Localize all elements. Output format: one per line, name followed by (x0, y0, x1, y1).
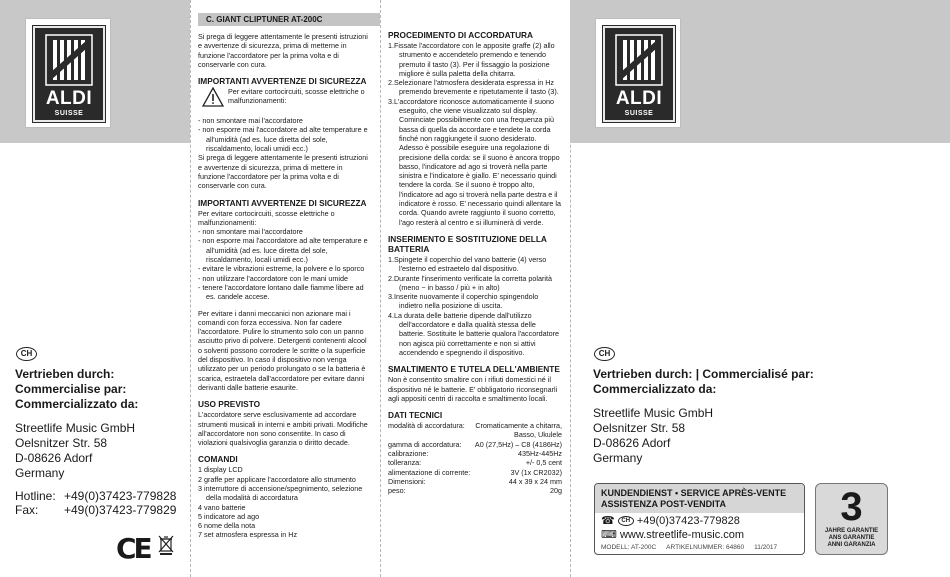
paragraph: L'accordatore serve esclusivamente ad accordare strumenti musicali in interni e ambiti privati. Modifiche all'accordatore non sono consentite. In caso di violazioni qualsivoglia garanzia o diritto decade. (198, 410, 368, 448)
paragraph: 2 graffe per applicare l'accordatore allo strumento (198, 474, 356, 484)
warranty-line: ANS GARANTIE (828, 535, 875, 541)
spacer (198, 191, 370, 198)
weee-bin-icon (158, 535, 174, 555)
spec-value: 3V (1x CR2032) (510, 467, 562, 477)
service-phone-row (601, 515, 740, 528)
warranty-years: 3 (840, 485, 863, 529)
warranty-badge (815, 483, 888, 555)
service-web: www.streetlife-music.com (619, 529, 745, 541)
paragraph: Per evitare i danni meccanici non azionare mai i comandi con forza eccessiva. Non far cadere l'accordatore. Pulire lo strumento solo con un panno asciutto privo di polvere. Detergenti contenenti alcool o solventi possono corrodere le scritte o la superficie del dispositivo. In caso il dispositivo non venga utilizzato per un periodo prolungato o se la batteria è scarica, estraetela dall'accordatore per evitare danni derivanti dalle batterie esaurite. (198, 308, 367, 392)
warranty-line: ANNI GARANZIA (827, 542, 876, 548)
manual-column-2 (388, 30, 562, 495)
spacer (198, 302, 370, 309)
paragraph: - non smontare mai l'accordatore (198, 227, 303, 237)
spec-key: gamma di accordatura: (388, 439, 462, 449)
paragraph: Si prega di leggere attentamente le presenti istruzioni e avvertenze di sicurezza, prima di metterne in funzione l'accordatore per la prima volta e di conservarle con cura. (198, 32, 368, 69)
ch-badge: CH (16, 347, 37, 361)
model-number: MODELL: AT-200C (601, 544, 657, 551)
section-heading: PROCEDIMENTO DI ACCORDATURA (388, 30, 534, 40)
service-phone: +49(0)37423-779828 (636, 515, 740, 527)
spec-row (388, 486, 562, 495)
ce-mark: CE (116, 532, 150, 565)
address-line: Oelsnitzer Str. 58 (15, 436, 108, 450)
paragraph: 4 vano batterie (198, 502, 246, 512)
logo-aldi-text: ALDI (45, 88, 93, 109)
paragraph: 3.Inserite nuovamente il coperchio spingendolo indietro nella posizione di uscita. (388, 292, 539, 311)
spec-key: peso: (388, 486, 406, 496)
paragraph: 2.Selezionare l'atmosfera desiderata espressa in Hz premendo brevemente e ripetutamente il tasto (3). (388, 78, 559, 97)
service-footer (601, 544, 800, 551)
service-title-line: KUNDENDIENST • SERVICE APRÈS-VENTE (601, 488, 787, 498)
manual-panel-1 (190, 0, 380, 577)
section-heading: SMALTIMENTO E TUTELA DELL'AMBIENTE (388, 364, 560, 375)
distributor-line: Commercialise par: (15, 382, 127, 396)
paragraph: - non utilizzare l'accordatore con le mani umide (198, 273, 348, 283)
hotline-value: +49(0)37423-779828 (64, 489, 177, 503)
article-number: ARTIKELNUMMER: 64860 (666, 544, 745, 551)
spec-value: 20g (550, 486, 562, 496)
section-heading: DATI TECNICI (388, 410, 443, 421)
section-heading: INSERIMENTO E SOSTITUZIONE DELLA BATTERIA (388, 233, 547, 254)
address-line: D-08626 Adorf (15, 451, 93, 465)
fax-value: +49(0)37423-779829 (64, 503, 177, 517)
spec-value: Cromaticamente a chitarra, (475, 421, 562, 431)
distributor-line: Commercializzato da: (15, 397, 139, 411)
address-line: Germany (593, 451, 643, 465)
paragraph: 4.La durata delle batterie dipende dall'utilizzo dell'accordatore e dalla qualità stessa delle batterie. Sostituite le batterie qualora l'accordatore non agisca più correttamente e non si attivi accendendo e spegnendo il dispositivo. (388, 310, 559, 357)
spec-value: A0 (27,5Hz) – C8 (4186Hz) (474, 439, 562, 449)
logo-suisse-text: SUISSE (54, 110, 84, 117)
spec-key: Dimensioni: (388, 476, 426, 486)
address-block (593, 406, 713, 466)
hotline-label: Hotline: (15, 489, 56, 503)
paragraph: 6 nome della nota (198, 521, 256, 531)
spec-key: calibrazione: (388, 448, 429, 458)
paragraph: Non è consentito smaltire con i rifiuti domestici né il dispositivo né le batterie. E' obbligatorio riconsegnarli agli appositi centri di raccolta e smaltimento locali. (388, 375, 558, 403)
address-line: Streetlife Music GmbH (15, 421, 136, 435)
aldi-logo (595, 18, 681, 128)
aldi-logo (25, 18, 111, 128)
spec-row (388, 477, 562, 486)
paragraph: 7 set atmosfera espressa in Hz (198, 530, 298, 540)
paragraph: - evitare le vibrazioni estreme, la polvere e lo sporco (198, 264, 365, 274)
spec-key: modalità di accordatura: (388, 421, 465, 431)
section-heading: COMANDI (198, 454, 238, 465)
section-heading: IMPORTANTI AVVERTENZE DI SICUREZZA (198, 197, 367, 208)
service-box (594, 483, 805, 555)
spacer (198, 69, 370, 76)
spec-row (388, 430, 562, 439)
paragraph: Per evitare cortocircuiti, scosse elettriche o malfunzionamenti: (198, 208, 335, 227)
spacer (198, 109, 370, 116)
fax-row (15, 503, 176, 517)
spec-row (388, 468, 562, 477)
spec-row (388, 440, 562, 449)
paragraph: Si prega di leggere attentamente le presenti istruzioni e avvertenze di sicurezza, prima di mettere in funzione l'accordatore per la prima volta e di conservarle con cura. (198, 153, 368, 191)
service-title-line: ASSISTENZA POST-VENDITA (601, 499, 727, 509)
distributor-line: Vertrieben durch: (15, 367, 115, 381)
paragraph: 1.Spingete il coperchio del vano batterie (4) verso l'esterno ed estraetelo dal dispositivo. (388, 254, 547, 274)
aldi-emblem-icon (615, 34, 663, 86)
address-line: D-08626 Adorf (593, 436, 671, 450)
paragraph: - non esporre mai l'accordatore ad alte temperature e all'umidità (ad es. luce diretta del sole, riscaldamento, locali umidi ecc.) (198, 125, 368, 154)
address-block (15, 421, 135, 481)
section-heading: USO PREVISTO (198, 399, 261, 410)
spacer (198, 392, 370, 399)
address-line: Germany (15, 466, 65, 480)
distributor-line: Vertrieben durch: | Commercialisé par: (593, 367, 814, 381)
spec-row (388, 421, 562, 430)
logo-suisse-text: SUISSE (624, 110, 654, 117)
warranty-line: JAHRE GARANTIE (824, 528, 879, 534)
spec-row (388, 449, 562, 458)
spec-value: Basso, Ukulele (514, 430, 562, 440)
paragraph: - non smontare mai l'accordatore (198, 116, 303, 126)
paragraph: - non esporre mai l'accordatore ad alte temperature e all'umidità (ad es. luce diretta del sole, riscaldamento, locali umidi ecc.) (198, 236, 368, 265)
paragraph: 3 interruttore di accensione/spegnimento, selezione della modalità di accordatura (198, 483, 363, 503)
spacer (388, 357, 562, 364)
paragraph: 1.Fissate l'accordatore con le apposite graffe (2) allo strumento e accendetelo premendo e tenendo premuto il tasto (3). Per il fissaggio la posizione migliore è sulla paletta della chitarra. (388, 41, 555, 78)
warning-text: Per evitare cortocircuiti, scosse elettriche o malfunzionamenti: (228, 87, 365, 106)
print-date: 11/2017 (754, 544, 778, 551)
warning-triangle-icon (202, 87, 224, 107)
ch-small-badge: CH (618, 516, 634, 526)
distributor-line: Commercializzato da: (593, 382, 717, 396)
aldi-emblem-icon (45, 34, 93, 86)
paragraph: 3.L'accordatore riconosce automaticamente il suono eseguito, che viene visualizzato sul display. Cominciate possibilmente con una frequenza più bassa di quella da accordare e tendete la corda finché non raggiungete il suono desiderato. Adesso è possibile eseguire una regolazione di precisione della corda: se il suono è ancora troppo basso, l'indicatore ad ago si troverà nella parte sinistra e l'indicatore è giallo. E' necessario quindi tendere la corda. Se il suono è troppo alto, l'indicatore ad ago si troverà nella parte destra e il indicatore è rosso. E' necessario quindi allentare la corda. Quando avrete raggiunto il suono corretto, l'ago resterà al centro e si illuminerà di verde. (388, 96, 561, 227)
spec-key: alimentazione di corrente: (388, 467, 471, 477)
address-line: Streetlife Music GmbH (593, 406, 714, 420)
section-heading: IMPORTANTI AVVERTENZE DI SICUREZZA (198, 76, 367, 87)
spacer (198, 447, 370, 454)
spec-value: 44 x 39 x 24 mm (508, 476, 562, 486)
phone-icon: ☎ (601, 515, 615, 527)
spec-row (388, 458, 562, 467)
ch-badge: CH (594, 347, 615, 361)
paragraph: 5 indicatore ad ago (198, 511, 260, 521)
address-line: Oelsnitzer Str. 58 (593, 421, 686, 435)
fax-label: Fax: (15, 503, 39, 517)
spacer (388, 403, 562, 410)
left-panel (0, 0, 190, 577)
service-title (595, 484, 804, 513)
paragraph: - tenere l'accordatore lontano dalle fiamme libere ad es. candele accese. (198, 282, 364, 302)
distributor-heading (15, 367, 138, 412)
manual-header: C. GIANT CLIPTUNER AT-200C (198, 13, 380, 26)
logo-aldi-text: ALDI (615, 88, 663, 109)
paragraph: 2.Durante l'inserimento verificate la corretta polarità (meno − in basso / più + in alto) (388, 273, 552, 292)
distributor-heading (593, 367, 814, 397)
spec-key: tolleranza: (388, 458, 422, 468)
manual-column-1 (198, 32, 370, 540)
manual-panel-2 (380, 0, 570, 577)
hotline-row (15, 489, 176, 503)
spec-value: 435Hz-445Hz (518, 448, 562, 458)
spacer (388, 227, 562, 234)
spec-value: +/- 0,5 cent (525, 458, 562, 468)
warning-block (198, 87, 370, 109)
paragraph: 1 display LCD (198, 465, 243, 475)
keyboard-icon: ⌨ (601, 529, 617, 541)
service-web-row (601, 529, 744, 542)
